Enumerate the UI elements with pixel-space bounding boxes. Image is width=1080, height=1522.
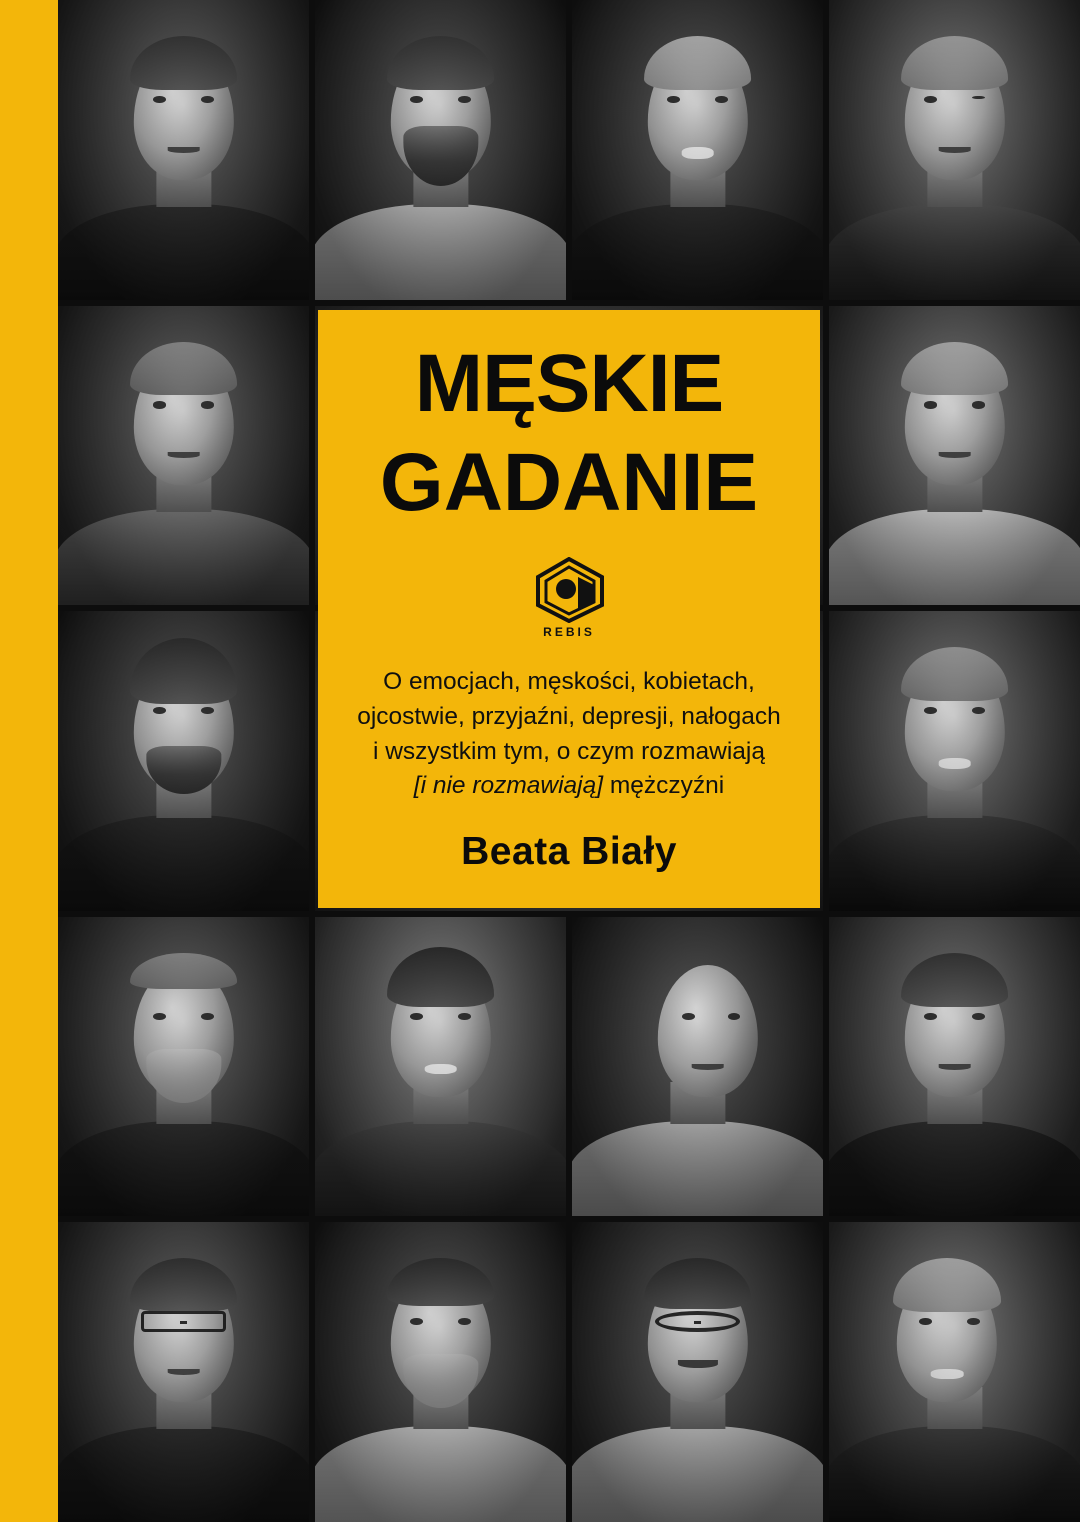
subtitle-line-3: i wszystkim tym, o czym rozmawiają: [372, 737, 766, 765]
portrait-photo: [58, 1222, 309, 1522]
portrait-photo: [58, 306, 309, 606]
portrait-photo: [829, 306, 1080, 606]
portrait-photo: [829, 917, 1080, 1217]
title-line-1: MĘSKIE: [414, 338, 724, 429]
publisher-name: REBIS: [543, 625, 595, 640]
title-panel: [318, 310, 820, 908]
subtitle-line-2: ojcostwie, przyjaźni, depresji, nałogach: [357, 702, 781, 730]
portrait-photo: [829, 0, 1080, 300]
portrait-photo: [58, 0, 309, 300]
portrait-photo: [315, 1222, 566, 1522]
portrait-photo: [58, 611, 309, 911]
subtitle-line-4-rest: mężczyźni: [603, 772, 725, 800]
portrait-photo: [572, 1222, 823, 1522]
portrait-photo: [58, 917, 309, 1217]
book-title: [380, 340, 758, 527]
portrait-photo: [572, 917, 823, 1217]
subtitle-line-1: O emocjach, męskości, kobietach,: [383, 668, 755, 696]
cover-left-accent-strip: [0, 0, 58, 1522]
book-subtitle: [357, 665, 781, 804]
publisher-logo: [532, 557, 606, 639]
portrait-photo: [572, 0, 823, 300]
portrait-photo: [829, 1222, 1080, 1522]
rebis-logo-icon: [532, 557, 606, 623]
portrait-photo: [315, 0, 566, 300]
title-line-2: GADANIE: [379, 436, 759, 528]
portrait-photo: [829, 611, 1080, 911]
book-author: Beata Biały: [461, 830, 677, 874]
portrait-photo: [315, 917, 566, 1217]
subtitle-line-4-italic: [i nie rozmawiają]: [413, 772, 604, 800]
